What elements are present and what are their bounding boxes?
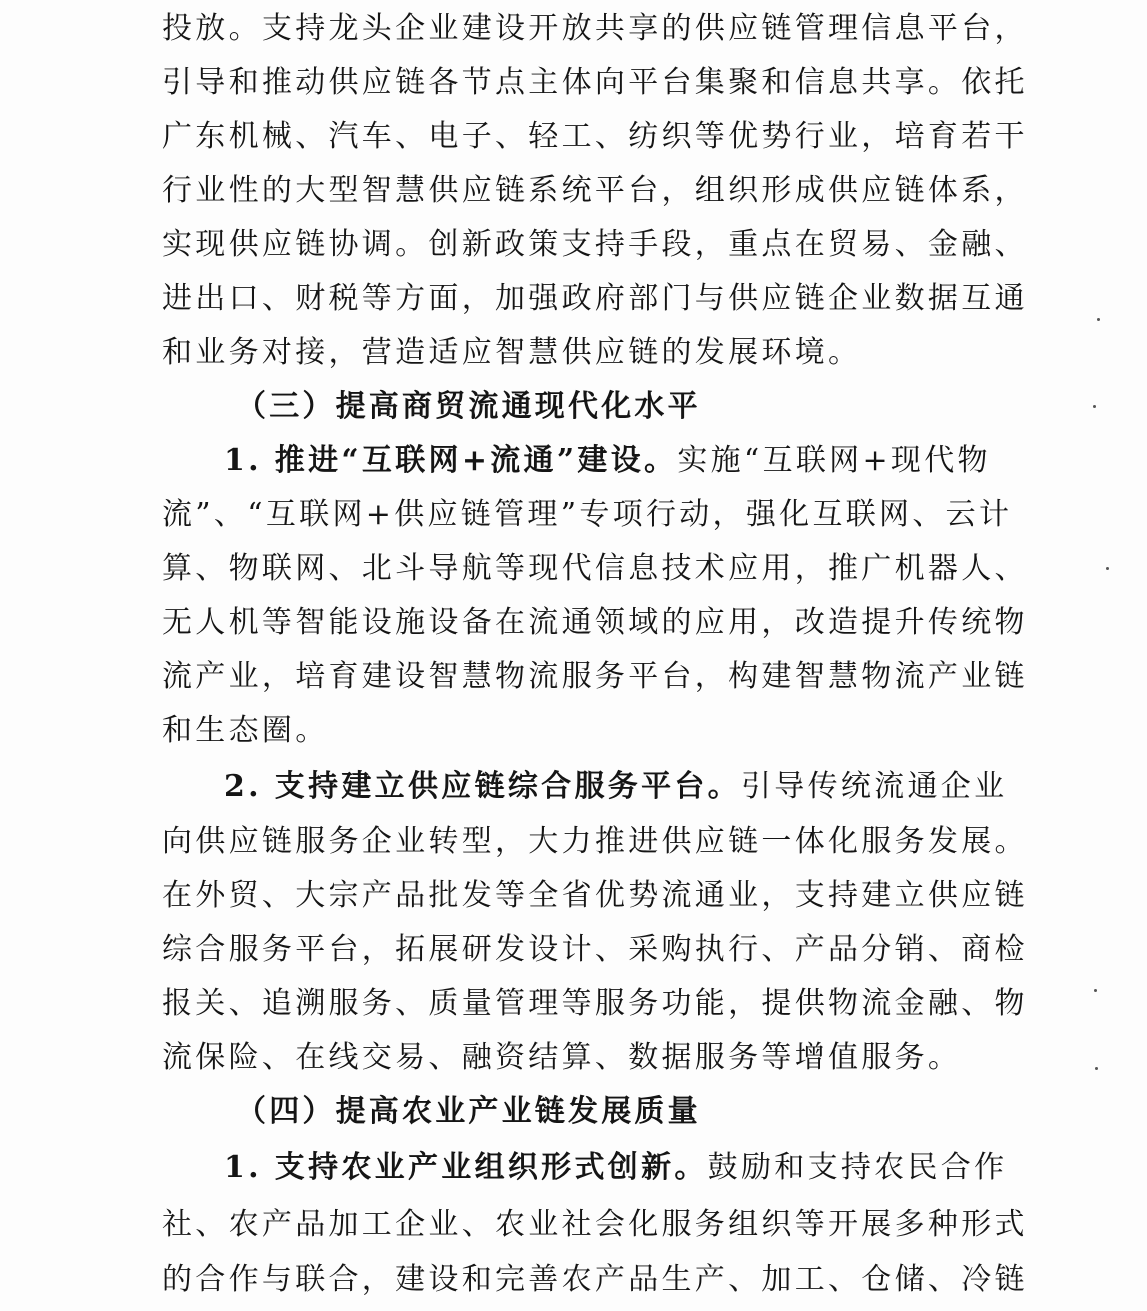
text-line: 报关、追溯服务、质量管理等服务功能，提供物流金融、物 xyxy=(162,986,1028,1021)
text-line: 实现供应链协调。创新政策支持手段，重点在贸易、金融、 xyxy=(162,227,1028,262)
text-line: 无人机等智能设施设备在流通领域的应用，改造提升传统物 xyxy=(162,605,1028,640)
scan-speck xyxy=(1097,318,1100,321)
scan-speck xyxy=(1095,1067,1098,1070)
text-line: 算、物联网、北斗导航等现代信息技术应用，推广机器人、 xyxy=(162,551,1028,586)
text-line: 流产业，培育建设智慧物流服务平台，构建智慧物流产业链 xyxy=(162,659,1028,694)
text-line: 和生态圈。 xyxy=(162,713,329,748)
text-line: 引导和推动供应链各节点主体向平台集聚和信息共享。依托 xyxy=(162,65,1028,100)
paragraph-item-2 xyxy=(162,758,1028,1085)
text-line: 进出口、财税等方面，加强政府部门与供应链企业数据互通 xyxy=(162,281,1028,316)
item-text: 引导传统流通企业 xyxy=(740,769,1008,804)
item-text: 鼓励和支持农民合作 xyxy=(707,1150,1008,1185)
text-line: 广东机械、汽车、电子、轻工、纺织等优势行业，培育若干 xyxy=(162,119,1028,154)
scan-speck xyxy=(1094,989,1097,992)
text-line: 在外贸、大宗产品批发等全省优势流通业，支持建立供应链 xyxy=(162,878,1028,913)
text-line: 的合作与联合，建设和完善农产品生产、加工、仓储、冷链 xyxy=(162,1262,1028,1297)
text-line: 综合服务平台，拓展研发设计、采购执行、产品分销、商检 xyxy=(162,932,1028,967)
section-heading-4: （四）提高农业产业链发展质量 xyxy=(236,1094,701,1129)
section-heading-3: （三）提高商贸流通现代化水平 xyxy=(236,389,701,424)
text-line: 社、农产品加工企业、农业社会化服务组织等开展多种形式 xyxy=(162,1207,1028,1242)
item-title: 推进“互联网+流通”建设。 xyxy=(274,443,678,478)
item-title: 支持建立供应链综合服务平台。 xyxy=(274,769,741,804)
item-number: 2. xyxy=(224,769,262,804)
scan-speck xyxy=(1093,405,1096,408)
text-line: 流”、“互联网+供应链管理”专项行动，强化互联网、云计 xyxy=(162,497,1013,532)
item-first-line xyxy=(162,1139,1008,1196)
text-line: 向供应链服务企业转型，大力推进供应链一体化服务发展。 xyxy=(162,824,1028,859)
text-line: 投放。支持龙头企业建设开放共享的供应链管理信息平台， xyxy=(162,11,1028,46)
text-line: 和业务对接，营造适应智慧供应链的发展环境。 xyxy=(162,335,862,370)
text-line: 流保险、在线交易、融资结算、数据服务等增值服务。 xyxy=(162,1040,962,1075)
item-text: 实施“互联网+现代物 xyxy=(677,443,991,478)
paragraph-intro xyxy=(162,2,1028,380)
scan-speck xyxy=(1106,567,1109,570)
document-body xyxy=(162,2,1028,1307)
paragraph-item-1 xyxy=(162,434,1028,758)
item-first-line xyxy=(162,434,991,488)
item-number: 1. xyxy=(224,443,262,478)
text-line: 行业性的大型智慧供应链系统平台，组织形成供应链体系， xyxy=(162,173,1028,208)
item-first-line xyxy=(162,758,1008,815)
item-title: 支持农业产业组织形式创新。 xyxy=(274,1150,708,1185)
item-number: 1. xyxy=(224,1150,262,1185)
paragraph-item-3 xyxy=(162,1139,1028,1307)
